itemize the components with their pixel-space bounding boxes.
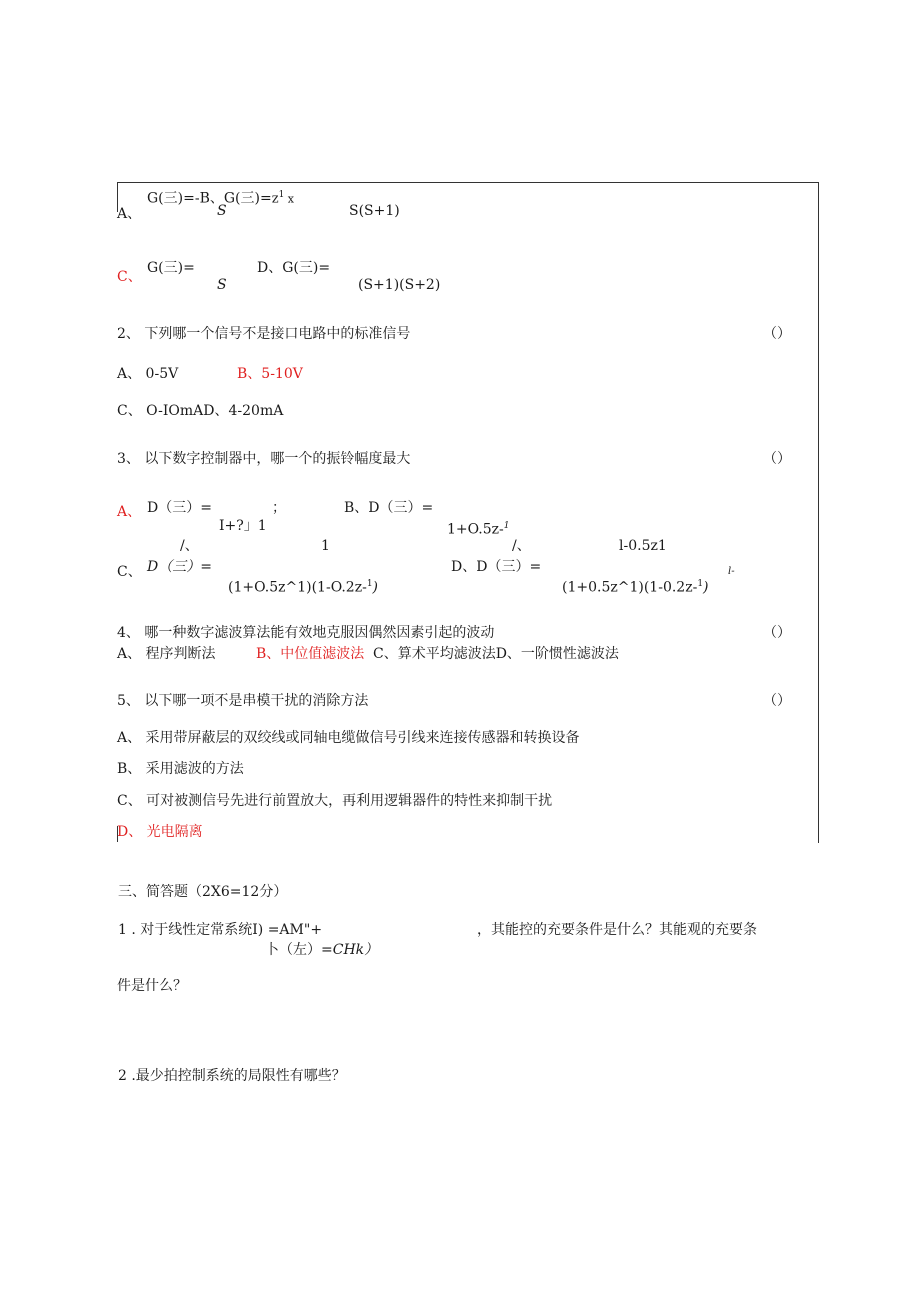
q3-b-denominator: 1+O.5z-$^1$ — [447, 521, 510, 538]
q1-c-marker-answer: C、 — [117, 269, 142, 285]
q3-a-semicolon: ； — [272, 500, 286, 516]
section-3-q1-rest: ，其能控的充要条件是什么？其能观的充要条 — [477, 922, 757, 938]
section-3-q2: 2 .最少拍控制系统的局限性有哪些？ — [118, 1068, 346, 1084]
q5-option-b: B、 采用滤波的方法 — [117, 761, 244, 777]
q3-a-denominator: I+?」1 — [219, 518, 267, 534]
section-3-q1-line: 1 . 对于线性定常系统I) =AM"+ — [118, 922, 323, 938]
q3-answer-paren: （） — [763, 451, 791, 467]
q3-d-numerator: l-0.5z1 — [619, 538, 667, 554]
q4-stem: 4、 哪一种数字滤波算法能有效地克服因偶然因素引起的波动 — [117, 625, 495, 641]
q2-option-a: A、 0-5V — [117, 366, 179, 382]
q3-b-expression: B、D（三）= — [344, 500, 434, 516]
q5-option-a: A、 采用带屏蔽层的双绞线或同轴电缆做信号引线来连接传感器和转换设备 — [117, 730, 580, 746]
q2-option-c-d: C、 O-IOmAD、4-20mA — [117, 403, 284, 419]
q3-d-slash: /、 — [512, 538, 531, 554]
q3-d-tail-mark: l- — [728, 566, 735, 577]
q3-c-slash: /、 — [180, 538, 199, 554]
q3-d-denominator: (1+0.5z^1)(1-0.2z-$^1$) — [562, 579, 709, 596]
q3-c-numerator: 1 — [321, 538, 330, 554]
q5-stem: 5、 以下哪一项不是串模干扰的消除方法 — [117, 693, 369, 709]
q4-option-b-answer: B、中位值滤波法 — [256, 646, 365, 662]
q2-option-b-answer: B、5-10V — [237, 366, 303, 382]
q3-stem: 3、 以下数字控制器中，哪一个的振铃幅度最大 — [117, 451, 411, 467]
q5-answer-paren: （） — [763, 693, 791, 709]
q4-option-c-d: C、算术平均滤波法D、一阶惯性滤波法 — [373, 646, 619, 662]
q3-c-marker: C、 — [117, 564, 142, 580]
q3-d-expression: D、D（三）= — [451, 559, 542, 575]
q1-a-marker: A、 — [117, 206, 142, 222]
q1-c-denominator: S — [217, 277, 227, 293]
q1-a-expression: G(三)=-B、G(三)$=z^1$ x — [147, 190, 295, 207]
q1-d-expression: D、G(三)= — [257, 260, 331, 276]
q3-c-denominator: (1+O.5z^1)(1-O.2z-$^1$) — [228, 579, 379, 596]
section-3-q1-continued: 件是什么？ — [117, 978, 187, 994]
q1-b-denominator: S(S+1) — [349, 203, 400, 219]
q2-stem: 2、 下列哪一个信号不是接口电路中的标准信号 — [117, 326, 411, 342]
q3-a-expression: D（三）= — [147, 500, 212, 516]
q5-option-c: C、 可对被测信号先进行前置放大，再利用逻辑器件的特性来抑制干扰 — [117, 793, 553, 809]
q4-answer-paren: （） — [763, 625, 791, 641]
q2-answer-paren: （） — [763, 326, 791, 342]
q1-c-expression: G(三)= — [147, 260, 195, 276]
q3-a-marker-answer: A、 — [117, 504, 142, 520]
q4-option-a: A、 程序判断法 — [117, 646, 216, 662]
q1-d-denominator: (S+1)(S+2) — [358, 277, 441, 293]
q3-c-expression: D（三）= — [147, 559, 212, 575]
section-3-title: 三、简答题（2X6=12分） — [118, 884, 288, 900]
section-3-q1-subformula: 卜（左）=CHk） — [265, 942, 379, 958]
q5-option-d-answer: D、 光电隔离 — [117, 824, 203, 840]
q1-a-denominator-1: S — [217, 203, 227, 219]
